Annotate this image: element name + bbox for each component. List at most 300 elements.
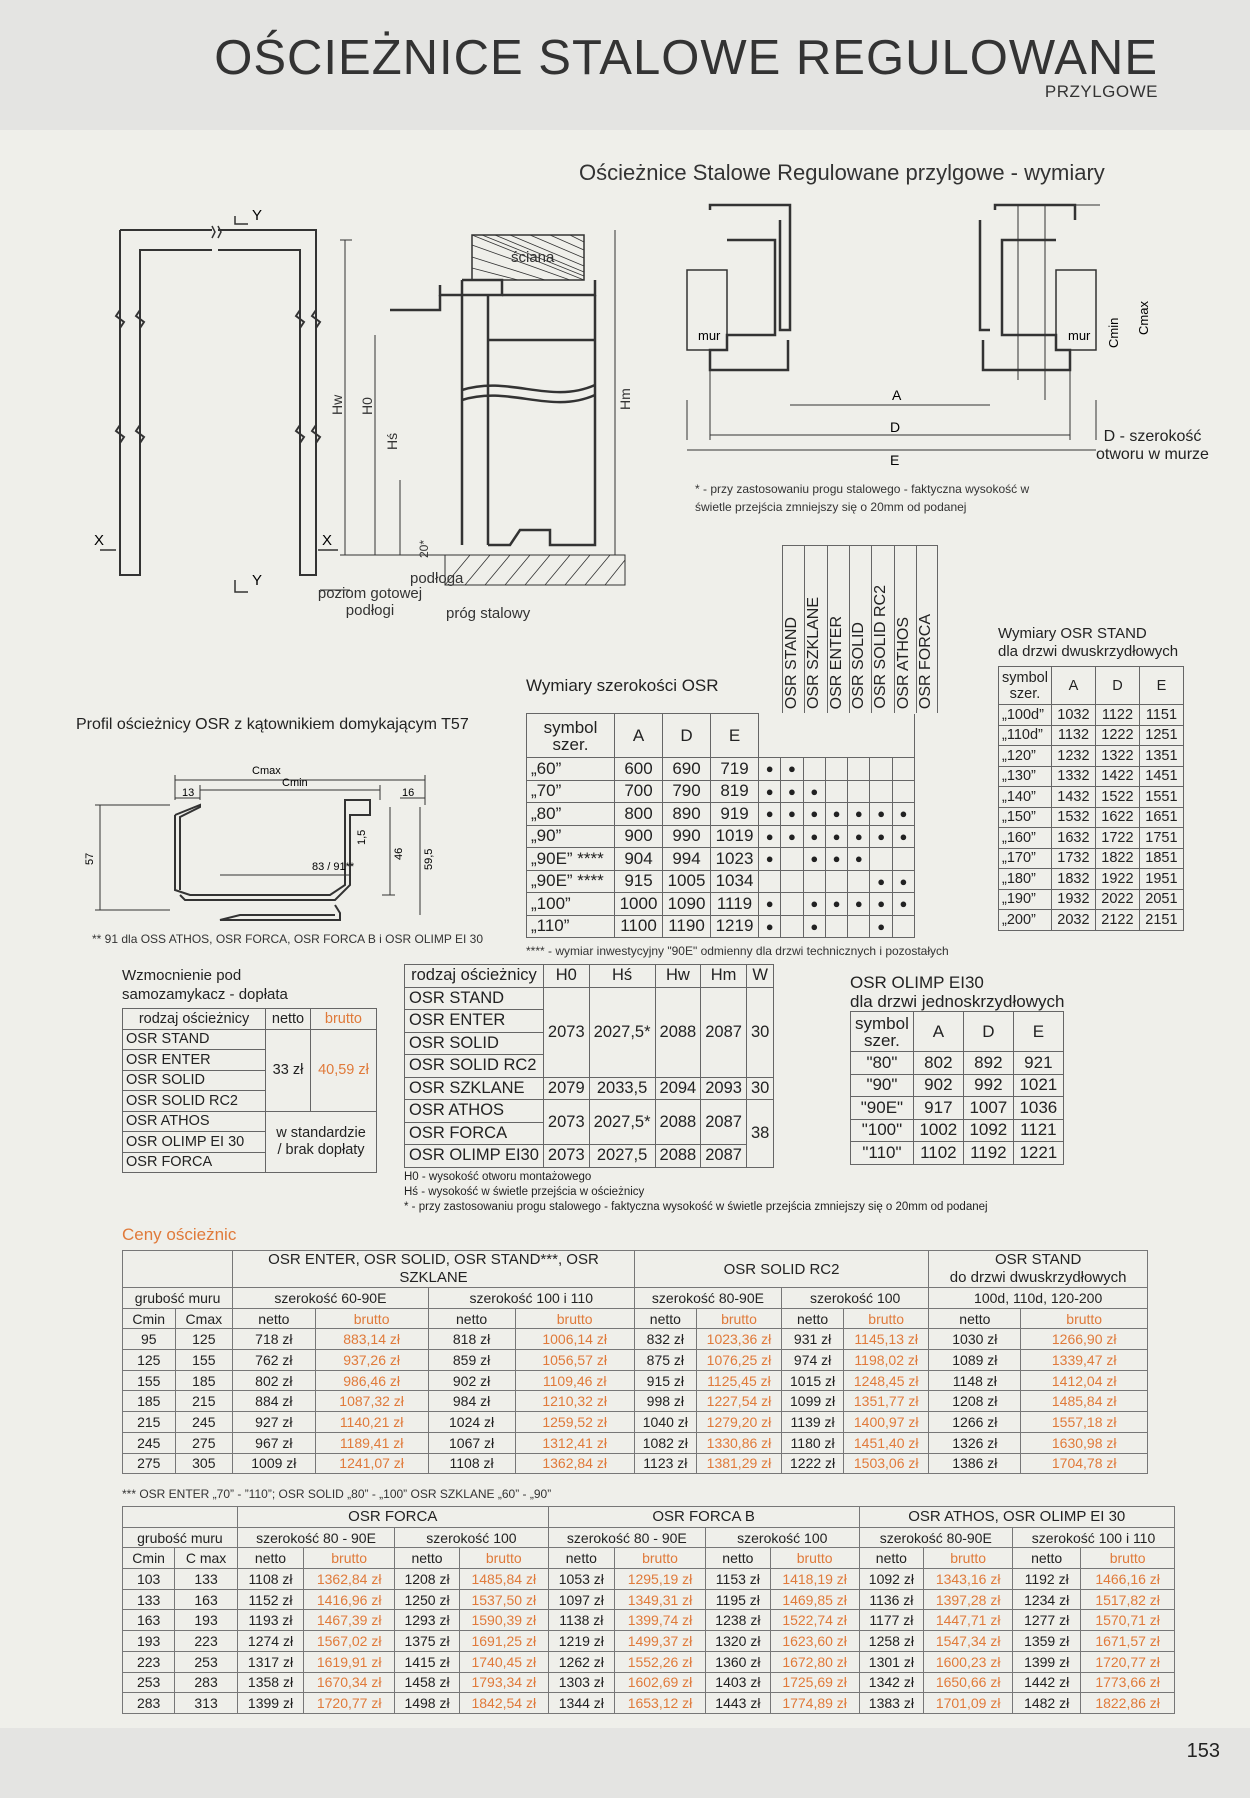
data-cell: 1422 xyxy=(1095,766,1139,787)
price-cell: 1630,98 zł xyxy=(1021,1432,1148,1453)
column-header: netto xyxy=(233,1308,315,1329)
price-cell: 1208 zł xyxy=(929,1391,1021,1412)
table-row xyxy=(851,1142,1064,1165)
page-title: OŚCIEŻNICE STALOWE REGULOWANE xyxy=(214,31,1158,85)
table-row xyxy=(999,910,1184,931)
column-header: E xyxy=(711,714,759,758)
price-cell: 1303 zł xyxy=(548,1672,614,1693)
table-row xyxy=(405,987,774,1010)
profile-note: ** 91 dla OSS ATHOS, OSR FORCA, OSR FORCA B i OSR OLIMP EI 30 xyxy=(92,932,484,946)
data-cell: "80" xyxy=(851,1052,914,1075)
dot-cell xyxy=(781,848,803,871)
price-cell: 1320 zł xyxy=(706,1631,771,1652)
dot-cell xyxy=(892,780,914,803)
price-cell: 1262 zł xyxy=(548,1651,614,1672)
table-row xyxy=(999,807,1184,828)
dot-cell: ● xyxy=(759,848,781,871)
price-cell: 1087,32 zł xyxy=(315,1391,428,1412)
price-cell: 1301 zł xyxy=(859,1651,924,1672)
model-header: OSR SZKLANE xyxy=(805,596,823,709)
price-cell: 1198,02 zł xyxy=(844,1350,929,1371)
data-cell: „180” xyxy=(999,869,1052,890)
price-cell: 818 zł xyxy=(428,1329,515,1350)
price-cell: 185 xyxy=(175,1370,233,1391)
dims-footnote: * - przy zastosowaniu progu stalowego - faktyczna wysokość w świetle przejścia zmniejszy się o 20mm od podanej xyxy=(695,482,1030,514)
data-cell: 2122 xyxy=(1095,910,1139,931)
price-cell: 1467,39 zł xyxy=(304,1610,395,1631)
header-row xyxy=(123,1009,377,1030)
price-cell: 1330,86 zł xyxy=(696,1432,781,1453)
height-notes xyxy=(404,1170,988,1215)
price-cell: 1139 zł xyxy=(782,1412,844,1433)
data-cell: 1732 xyxy=(1051,848,1095,869)
profile-15: 1,5 xyxy=(356,829,368,845)
price-cell: 1570,71 zł xyxy=(1081,1610,1175,1631)
column-row xyxy=(123,1308,1148,1329)
column-divider xyxy=(827,545,828,713)
profile-title: Profil ościeżnicy OSR z kątownikiem domykającym T57 xyxy=(76,716,469,733)
table-row xyxy=(851,1119,1064,1142)
data-cell: 1332 xyxy=(1051,766,1095,787)
price-table-2 xyxy=(122,1506,1175,1714)
price-cell: 283 xyxy=(123,1693,175,1714)
dot-cell: ● xyxy=(825,825,847,848)
table-row xyxy=(123,1610,1175,1631)
table-row xyxy=(999,705,1184,726)
price-cell: 1195 zł xyxy=(706,1589,771,1610)
dot-cell xyxy=(759,870,781,893)
price-cell: 986,46 zł xyxy=(315,1370,428,1391)
price-cell: 1397,28 zł xyxy=(924,1589,1013,1610)
price-cell: 193 xyxy=(175,1610,238,1631)
column-header: brutto xyxy=(770,1548,859,1569)
table-row xyxy=(123,1569,1175,1590)
dot-cell: ● xyxy=(781,803,803,826)
table-row xyxy=(123,1693,1175,1714)
page-number: 153 xyxy=(1186,1740,1220,1762)
data-cell: "90" xyxy=(851,1074,914,1097)
price-cell: 1399 zł xyxy=(1013,1651,1081,1672)
group-header: OSR ATHOS, OSR OLIMP EI 30 xyxy=(859,1507,1174,1528)
dot-cell: ● xyxy=(825,803,847,826)
model-cell: OSR SOLID xyxy=(405,1032,544,1055)
dot-cell xyxy=(825,758,847,781)
column-header: Hś xyxy=(589,965,655,988)
price-cell: 1466,16 zł xyxy=(1081,1569,1175,1590)
value-cell: 2093 xyxy=(701,1077,747,1100)
dot-cell: ● xyxy=(759,893,781,916)
price-cell: 1482 zł xyxy=(1013,1693,1081,1714)
value-cell: 2088 xyxy=(655,1145,701,1168)
price-cell: 1590,39 zł xyxy=(459,1610,548,1631)
column-header: E xyxy=(1013,1012,1063,1052)
data-cell: 2051 xyxy=(1139,889,1183,910)
price-table-2-wrap xyxy=(122,1506,1175,1714)
price-cell: 1349,31 zł xyxy=(614,1589,705,1610)
sub-header: grubość muru xyxy=(123,1288,233,1309)
price-cell: 1704,78 zł xyxy=(1021,1453,1148,1474)
dot-cell: ● xyxy=(803,915,825,938)
column-header: netto xyxy=(548,1548,614,1569)
column-divider xyxy=(916,545,917,713)
dot-cell: ● xyxy=(892,825,914,848)
price-note: *** OSR ENTER „70” - ”110”; OSR SOLID „80” - „100” OSR SZKLANE „60” - „90” xyxy=(122,1487,552,1501)
price-cell: 1552,26 zł xyxy=(614,1651,705,1672)
price-cell: 1358 zł xyxy=(237,1672,303,1693)
d-cell: 990 xyxy=(663,825,711,848)
floor-label: podłoga xyxy=(410,570,464,587)
closer-title: Wzmocnienie pod samozamykacz - dopłata xyxy=(122,967,288,1003)
column-header: netto xyxy=(929,1308,1021,1329)
dot-cell: ● xyxy=(848,848,870,871)
price-cell: 1279,20 zł xyxy=(696,1412,781,1433)
price-cell: 1650,66 zł xyxy=(924,1672,1013,1693)
price-cell: 1822,86 zł xyxy=(1081,1693,1175,1714)
price-cell: 875 zł xyxy=(634,1350,696,1371)
brutto-cell: 40,59 zł xyxy=(310,1029,376,1111)
table-row xyxy=(527,803,915,826)
dot-cell: ● xyxy=(848,825,870,848)
price-cell: 1458 zł xyxy=(395,1672,460,1693)
data-cell: 1232 xyxy=(1051,746,1095,767)
value-cell: 2073 xyxy=(543,1100,589,1145)
price-cell: 1015 zł xyxy=(782,1370,844,1391)
model-cell: OSR SOLID RC2 xyxy=(123,1091,266,1112)
dot-cell xyxy=(892,848,914,871)
model-cell: OSR STAND xyxy=(123,1029,266,1050)
table-row xyxy=(123,1329,1148,1350)
width-table xyxy=(526,713,915,938)
price-cell: 998 zł xyxy=(634,1391,696,1412)
price-cell: 1400,97 zł xyxy=(844,1412,929,1433)
table-row xyxy=(123,1350,1148,1371)
x-label-right: X xyxy=(322,532,333,549)
dot-cell: ● xyxy=(803,848,825,871)
value-cell: 2088 xyxy=(655,1100,701,1145)
dot-cell xyxy=(870,758,892,781)
column-header: brutto xyxy=(1021,1308,1148,1329)
data-cell: „130” xyxy=(999,766,1052,787)
height-note: Hś - wysokość w świetle przejścia w ościeżnicy xyxy=(404,1186,645,1198)
symbol-cell: „90” xyxy=(527,825,615,848)
column-header: netto xyxy=(1013,1548,1081,1569)
price-cell: 1670,34 zł xyxy=(304,1672,395,1693)
price-cell: 1720,77 zł xyxy=(1081,1651,1175,1672)
table-row xyxy=(527,758,915,781)
price-cell: 1067 zł xyxy=(428,1432,515,1453)
group-row xyxy=(123,1507,1175,1528)
price-cell: 1517,82 zł xyxy=(1081,1589,1175,1610)
netto-cell: 33 zł xyxy=(266,1029,311,1111)
profile-cmax: Cmax xyxy=(252,765,281,777)
table-row xyxy=(527,915,915,938)
price-cell: 1248,45 zł xyxy=(844,1370,929,1391)
price-cell: 313 xyxy=(175,1693,238,1714)
price-cell: 1720,77 zł xyxy=(304,1693,395,1714)
price-cell: 1602,69 zł xyxy=(614,1672,705,1693)
sub-header-row xyxy=(123,1288,1148,1309)
price-cell: 1180 zł xyxy=(782,1432,844,1453)
data-cell: 1922 xyxy=(1095,869,1139,890)
price-cell: 1567,02 zł xyxy=(304,1631,395,1652)
price-cell: 1189,41 zł xyxy=(315,1432,428,1453)
column-header: Cmin xyxy=(123,1308,176,1329)
price-cell: 1399,74 zł xyxy=(614,1610,705,1631)
data-cell: „150” xyxy=(999,807,1052,828)
symbol-cell: „90E” **** xyxy=(527,848,615,871)
table-row xyxy=(123,1589,1175,1610)
page-subtitle: PRZYLGOWE xyxy=(1044,82,1158,101)
price-cell: 883,14 zł xyxy=(315,1329,428,1350)
table-row xyxy=(123,1111,377,1132)
value-cell: 30 xyxy=(746,987,773,1077)
dot-cell: ● xyxy=(870,893,892,916)
model-cell: OSR ENTER xyxy=(123,1050,266,1071)
price-cell: 1547,34 zł xyxy=(924,1631,1013,1652)
price-cell: 1097 zł xyxy=(548,1589,614,1610)
data-cell: 2151 xyxy=(1139,910,1183,931)
price-cell: 1293 zł xyxy=(395,1610,460,1631)
column-header: Cmin xyxy=(123,1548,175,1569)
price-cell: 802 zł xyxy=(233,1370,315,1391)
column-header: netto xyxy=(428,1308,515,1329)
data-cell: 917 xyxy=(913,1097,963,1120)
price-cell: 215 xyxy=(123,1412,176,1433)
price-cell: 1024 zł xyxy=(428,1412,515,1433)
value-cell: 2027,5* xyxy=(589,1100,655,1145)
price-cell: 1259,52 zł xyxy=(515,1412,634,1433)
column-header: symbol szer. xyxy=(527,714,615,758)
column-divider xyxy=(871,545,872,713)
data-cell: 1532 xyxy=(1051,807,1095,828)
y-label-top: Y xyxy=(252,207,263,224)
price-cell: 1672,80 zł xyxy=(770,1651,859,1672)
data-cell: 921 xyxy=(1013,1052,1063,1075)
price-cell: 1418,19 zł xyxy=(770,1569,859,1590)
dot-cell: ● xyxy=(759,758,781,781)
model-cell: OSR OLIMP EI 30 xyxy=(123,1132,266,1153)
price-cell: 1415 zł xyxy=(395,1651,460,1672)
header-row xyxy=(527,714,915,758)
data-cell: 1622 xyxy=(1095,807,1139,828)
column-header: A xyxy=(1051,667,1095,705)
price-cell: 1362,84 zł xyxy=(304,1569,395,1590)
dot-cell xyxy=(781,893,803,916)
data-cell: 1222 xyxy=(1095,725,1139,746)
blank-cell xyxy=(123,1507,238,1528)
e-cell: 1034 xyxy=(711,870,759,893)
table-row xyxy=(851,1097,1064,1120)
table-row xyxy=(527,870,915,893)
price-cell: 1537,50 zł xyxy=(459,1589,548,1610)
data-cell: 1032 xyxy=(1051,705,1095,726)
floor-level-label: poziom gotowej podłogi xyxy=(317,585,423,619)
model-cell: OSR STAND xyxy=(405,987,544,1010)
column-header: netto xyxy=(266,1009,311,1030)
table-row xyxy=(999,725,1184,746)
sub-header: szerokość 100 i 110 xyxy=(428,1288,634,1309)
price-cell: 253 xyxy=(123,1672,175,1693)
standard-cell: w standardzie / brak dopłaty xyxy=(266,1111,377,1173)
footer-band xyxy=(0,1728,1250,1798)
price-cell: 1653,12 zł xyxy=(614,1693,705,1714)
column-header: brutto xyxy=(515,1308,634,1329)
value-cell: 2088 xyxy=(655,987,701,1077)
table-row xyxy=(123,1370,1148,1391)
price-cell: 125 xyxy=(175,1329,233,1350)
data-cell: 1522 xyxy=(1095,787,1139,808)
dot-cell xyxy=(848,780,870,803)
price-cell: 1351,77 zł xyxy=(844,1391,929,1412)
price-cell: 1485,84 zł xyxy=(459,1569,548,1590)
column-header: netto xyxy=(782,1308,844,1329)
column-divider xyxy=(894,545,895,713)
price-cell: 1266 zł xyxy=(929,1412,1021,1433)
price-cell: 1793,34 zł xyxy=(459,1672,548,1693)
data-cell: 902 xyxy=(913,1074,963,1097)
a-label: A xyxy=(892,387,902,403)
column-header: D xyxy=(663,714,711,758)
price-cell: 915 zł xyxy=(634,1370,696,1391)
value-cell: 2087 xyxy=(701,1145,747,1168)
price-cell: 1109,46 zł xyxy=(515,1370,634,1391)
dot-cell xyxy=(825,870,847,893)
table-row xyxy=(123,1651,1175,1672)
dot-cell xyxy=(870,780,892,803)
price-cell: 984 zł xyxy=(428,1391,515,1412)
price-cell: 1343,16 zł xyxy=(924,1569,1013,1590)
dot-cell: ● xyxy=(848,893,870,916)
price-cell: 1108 zł xyxy=(428,1453,515,1474)
price-cell: 1317 zł xyxy=(237,1651,303,1672)
e-cell: 1119 xyxy=(711,893,759,916)
blank-cell xyxy=(123,1251,233,1288)
price-cell: 1386 zł xyxy=(929,1453,1021,1474)
column-header: A xyxy=(913,1012,963,1052)
column-row xyxy=(123,1548,1175,1569)
olimp-title: OSR OLIMP EI30 dla drzwi jednoskrzydłowych xyxy=(850,973,1065,1011)
price-cell: 1773,66 zł xyxy=(1081,1672,1175,1693)
price-cell: 155 xyxy=(175,1350,233,1371)
prices-title: Ceny ościeżnic xyxy=(122,1225,237,1244)
dot-cell: ● xyxy=(848,803,870,826)
table-row xyxy=(999,766,1184,787)
model-header: OSR STAND xyxy=(783,616,800,709)
price-cell: 1399 zł xyxy=(237,1693,303,1714)
wall-label: ściana xyxy=(511,249,555,266)
column-header: D xyxy=(1095,667,1139,705)
column-header: brutto xyxy=(459,1548,548,1569)
table-row xyxy=(123,1391,1148,1412)
price-cell: 215 xyxy=(175,1391,233,1412)
data-cell: „140” xyxy=(999,787,1052,808)
column-header: E xyxy=(1139,667,1183,705)
data-cell: 802 xyxy=(913,1052,963,1075)
price-cell: 1277 zł xyxy=(1013,1610,1081,1631)
data-cell: 1036 xyxy=(1013,1097,1063,1120)
price-cell: 1266,90 zł xyxy=(1021,1329,1148,1350)
model-cell: OSR FORCA xyxy=(405,1122,544,1145)
price-cell: 103 xyxy=(123,1569,175,1590)
price-cell: 1485,84 zł xyxy=(1021,1391,1148,1412)
header-row xyxy=(999,667,1184,705)
price-cell: 1499,37 zł xyxy=(614,1631,705,1652)
price-cell: 1006,14 zł xyxy=(515,1329,634,1350)
value-cell: 2094 xyxy=(655,1077,701,1100)
column-header: symbol szer. xyxy=(999,667,1052,705)
model-cell: OSR ENTER xyxy=(405,1010,544,1033)
price-cell: 1009 zł xyxy=(233,1453,315,1474)
column-divider xyxy=(804,545,805,713)
value-cell: 2087 xyxy=(701,987,747,1077)
e-cell: 1219 xyxy=(711,915,759,938)
profile-46: 46 xyxy=(393,847,405,860)
data-cell: „200” xyxy=(999,910,1052,931)
data-cell: 1551 xyxy=(1139,787,1183,808)
dot-cell xyxy=(803,758,825,781)
dot-cell xyxy=(825,780,847,803)
table-row xyxy=(999,787,1184,808)
model-header: OSR SOLID xyxy=(849,621,867,709)
table-row xyxy=(123,1631,1175,1652)
price-cell: 1842,54 zł xyxy=(459,1693,548,1714)
width-table-title: Wymiary szerokości OSR xyxy=(526,676,719,695)
a-cell: 1100 xyxy=(615,915,663,938)
price-cell: 275 xyxy=(123,1453,176,1474)
sub-header: szerokość 60-90E xyxy=(233,1288,429,1309)
data-cell: 1432 xyxy=(1051,787,1095,808)
column-header: brutto xyxy=(924,1548,1013,1569)
price-cell: 1360 zł xyxy=(706,1651,771,1672)
data-cell: 1451 xyxy=(1139,766,1183,787)
price-cell: 1623,60 zł xyxy=(770,1631,859,1652)
column-header: W xyxy=(746,965,773,988)
price-cell: 1312,41 zł xyxy=(515,1432,634,1453)
column-header: netto xyxy=(237,1548,303,1569)
column-header: rodzaj ościeżnicy xyxy=(405,965,544,988)
price-cell: 193 xyxy=(123,1631,175,1652)
price-cell: 1092 zł xyxy=(859,1569,924,1590)
price-cell: 163 xyxy=(123,1610,175,1631)
data-cell: „170” xyxy=(999,848,1052,869)
dot-cell: ● xyxy=(781,758,803,781)
data-cell: 1221 xyxy=(1013,1142,1063,1165)
profile-cmin: Cmin xyxy=(282,777,308,789)
column-header: A xyxy=(615,714,663,758)
price-cell: 1443 zł xyxy=(706,1693,771,1714)
value-cell: 2079 xyxy=(543,1077,589,1100)
data-cell: „190” xyxy=(999,889,1052,910)
price-cell: 1451,40 zł xyxy=(844,1432,929,1453)
profile-595: 59,5 xyxy=(423,848,435,870)
dot-cell xyxy=(781,870,803,893)
dot-cell xyxy=(848,915,870,938)
data-cell: 1832 xyxy=(1051,869,1095,890)
d-cell: 1090 xyxy=(663,893,711,916)
data-cell: 1932 xyxy=(1051,889,1095,910)
d-cell: 890 xyxy=(663,803,711,826)
price-cell: 1250 zł xyxy=(395,1589,460,1610)
dot-cell: ● xyxy=(825,893,847,916)
model-headers xyxy=(782,545,938,713)
price-cell: 762 zł xyxy=(233,1350,315,1371)
dims-title: Ościeżnice Stalowe Regulowane przylgowe - wymiary xyxy=(579,160,1105,185)
data-cell: "90E" xyxy=(851,1097,914,1120)
data-cell: 1121 xyxy=(1013,1119,1063,1142)
data-cell: 1351 xyxy=(1139,746,1183,767)
price-cell: 1375 zł xyxy=(395,1631,460,1652)
data-cell: „100d” xyxy=(999,705,1052,726)
